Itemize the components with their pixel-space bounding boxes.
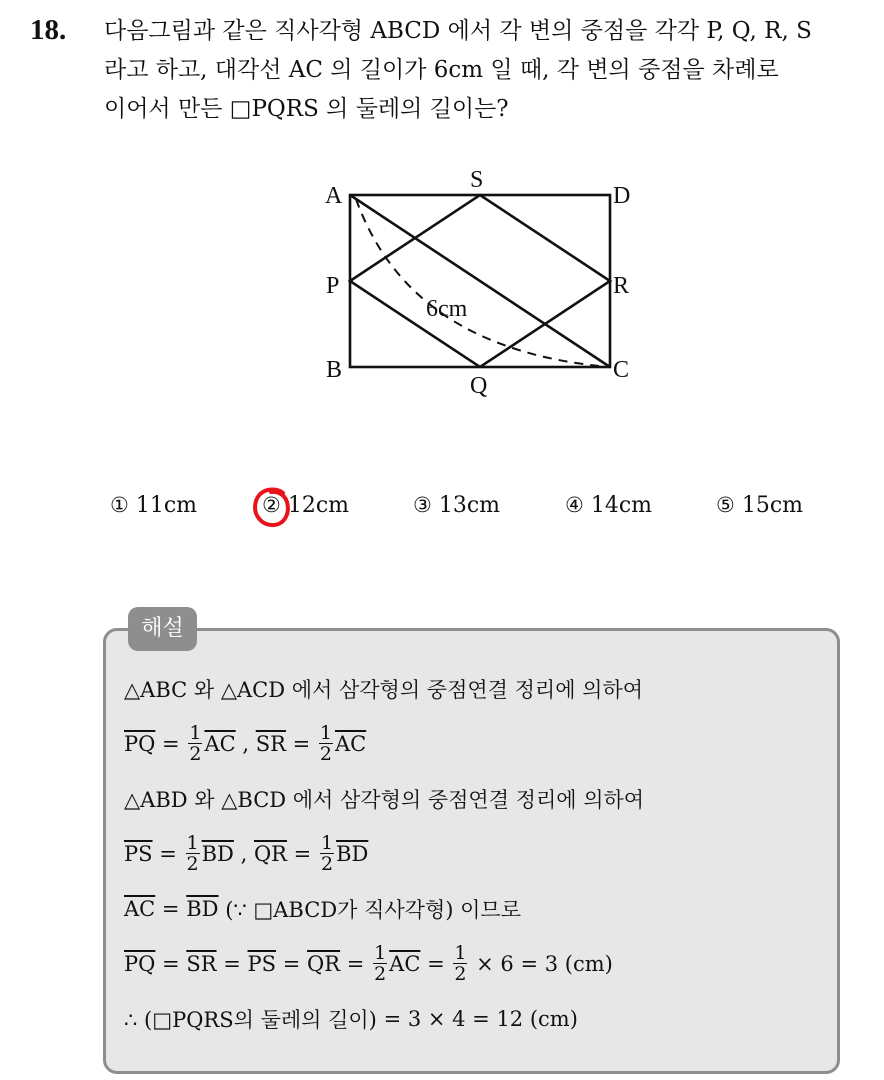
choice-2[interactable]: ② 12cm [262,493,350,518]
question-line: 이어서 만든 □PQRS 의 둘레의 길이는? [104,96,509,122]
choice-1[interactable]: ① 11cm [110,493,198,518]
solution-tag: 해설 [128,607,197,651]
solution-content [124,661,824,1046]
rectangle-figure [300,155,660,405]
question-text [104,12,874,129]
choice-5[interactable]: ⑤ 15cm [716,493,804,518]
solution-line-5: $\overline{AC}$ = $\overline{BD}$ (∵ □ABCD가 직사각형) 이므로 [124,896,521,922]
question-line: 다음그림과 같은 직사각형 ABCD 에서 각 변의 중점을 각각 P, Q, R, S [104,18,812,44]
diagonal-length-label: 6cm [426,296,468,322]
label-b: B [326,357,343,383]
solution-line-7: ∴ (□PQRS의 둘레의 길이) = 3 × 4 = 12 (cm) [124,1006,578,1032]
solution-line-1: △ABC 와 △ACD 에서 삼각형의 중점연결 정리에 의하여 [124,677,644,702]
solution-line-2: $\overline{PQ}$ = $\frac{1}{2}$ $\overline{AC}$ , $\overline{SR}$ = $\frac{1}{2}$ $\overline{AC}$ [124,722,367,765]
label-q: Q [470,373,488,399]
label-r: R [613,273,630,299]
solution-line-3: △ABD 와 △BCD 에서 삼각형의 중점연결 정리에 의하여 [124,787,645,812]
label-d: D [613,183,631,209]
label-p: P [326,273,340,299]
answer-choices [110,493,870,529]
label-s: S [470,167,484,193]
label-a: A [325,183,343,209]
label-c: C [613,357,630,383]
diagonal-ac [350,195,610,367]
answer-circle-mark [252,485,292,529]
question-line: 라고 하고, 대각선 AC 의 길이가 6cm 일 때, 각 변의 중점을 차례로 [104,57,779,83]
solution-line-4: $\overline{PS}$ = $\frac{1}{2}$ $\overline{BD}$ , $\overline{QR}$ = $\frac{1}{2}$ $\overline{BD}$ [124,832,369,875]
figure-svg [300,155,660,405]
question-number: 18. [30,14,67,46]
choice-4[interactable]: ④ 14cm [565,493,653,518]
solution-line-6: $\overline{PQ}$ = $\overline{SR}$ = $\overline{PS}$ = $\overline{QR}$ = $\frac{1}{2}$ $\overline{AC}$ = $\frac{1}{2}$ × 6 = 3 (cm) [124,942,613,985]
choice-3[interactable]: ③ 13cm [413,493,501,518]
